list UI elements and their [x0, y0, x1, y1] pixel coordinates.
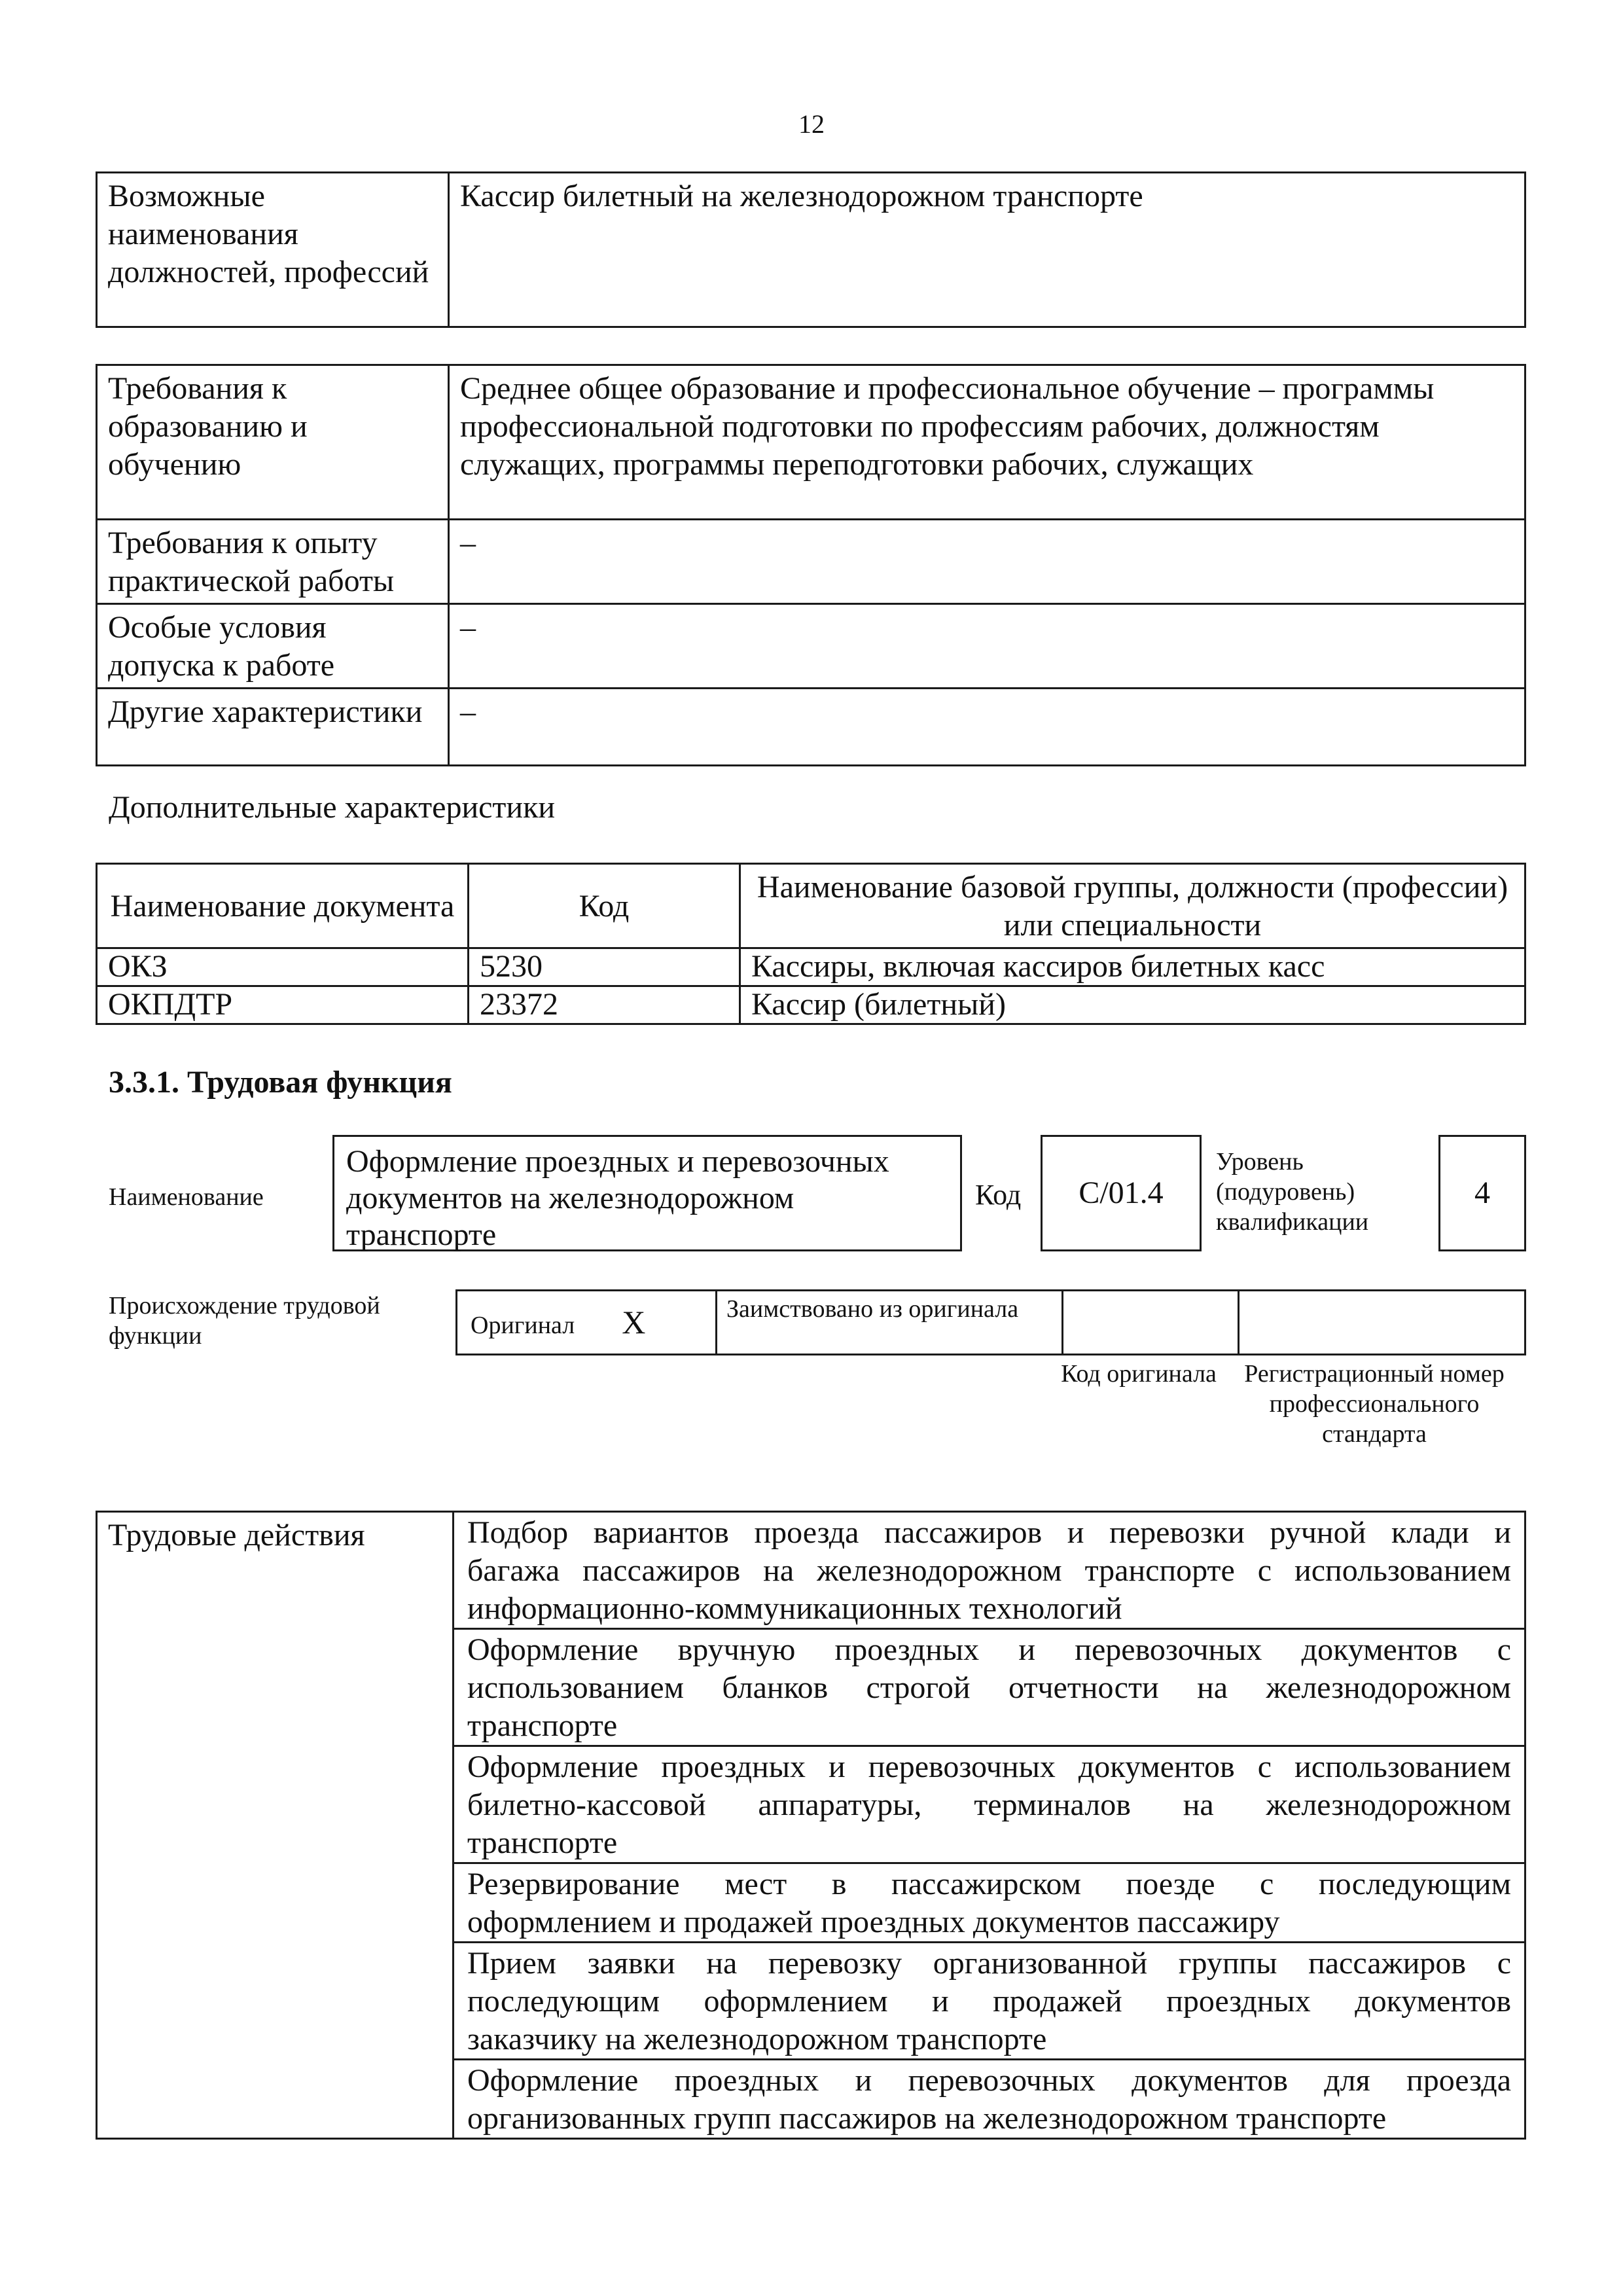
additional-row-doc: ОКЗ: [97, 948, 469, 986]
origin-table: [455, 1289, 1526, 1355]
action-item: Оформление проездных и перевозочных документов с использованием билетно-кассовой аппаратуры, терминалов на железнодорожном транспорте: [454, 1746, 1525, 1863]
action-item: Оформление проездных и перевозочных документов для проезда организованных групп пассажиров на железнодорожном транспорте: [454, 2060, 1525, 2139]
action-item: Подбор вариантов проезда пассажиров и перевозки ручной клади и багажа пассажиров на железнодорожном транспорте с использованием информационно-коммуникационных технологий: [454, 1512, 1525, 1629]
requirements-table: [96, 364, 1526, 766]
additional-header-code: Код: [469, 864, 740, 948]
origin-code-caption: Код оригинала: [1061, 1360, 1217, 1388]
origin-code-cell: [1063, 1291, 1239, 1355]
function-level-label: Уровень (подуровень) квалификации: [1216, 1148, 1369, 1236]
actions-label: Трудовые действия: [97, 1512, 454, 2139]
origin-original-mark: X: [622, 1303, 646, 1340]
positions-value: Кассир билетный на железнодорожном транспорте: [449, 173, 1525, 327]
action-item: Прием заявки на перевозку организованной группы пассажиров с последующим оформлением и продажей проездных документов заказчику на железнодорожном транспорте: [454, 1943, 1525, 2060]
function-name-label: Наименование: [109, 1183, 264, 1211]
req-other-value: –: [449, 689, 1525, 766]
additional-row-name: Кассиры, включая кассиров билетных касс: [740, 948, 1525, 986]
function-code-label: Код: [975, 1179, 1022, 1211]
additional-row-doc: ОКПДТР: [97, 986, 469, 1024]
additional-row-code: 23372: [469, 986, 740, 1024]
origin-borrowed-label: Заимствовано из оригинала: [717, 1291, 1063, 1355]
positions-label: Возможные наименования должностей, профессий: [97, 173, 449, 327]
req-other-label: Другие характеристики: [97, 689, 449, 766]
additional-table: [96, 863, 1526, 1025]
origin-reg-caption: Регистрационный номер профессионального стандарта: [1244, 1360, 1505, 1448]
origin-label: Происхождение трудовой функции: [109, 1292, 380, 1350]
additional-row-name: Кассир (билетный): [740, 986, 1525, 1024]
actions-table: [96, 1511, 1526, 2140]
req-special-value: –: [449, 604, 1525, 689]
req-education-label: Требования к образованию и обучению: [97, 365, 449, 520]
function-name-value: Оформление проездных и перевозочных документов на железнодорожном транспорте: [332, 1135, 962, 1251]
action-item: Резервирование мест в пассажирском поезде с последующим оформлением и продажей проездных документов пассажиру: [454, 1863, 1525, 1943]
page-number: 12: [798, 109, 825, 139]
function-code-value: C/01.4: [1041, 1135, 1202, 1251]
function-heading: 3.3.1. Трудовая функция: [109, 1065, 452, 1100]
additional-row-code: 5230: [469, 948, 740, 986]
req-special-label: Особые условия допуска к работе: [97, 604, 449, 689]
function-level-value: 4: [1438, 1135, 1526, 1251]
action-item: Оформление вручную проездных и перевозочных документов с использованием бланков строгой отчетности на железнодорожном транспорте: [454, 1629, 1525, 1746]
additional-header-doc: Наименование документа: [97, 864, 469, 948]
additional-title: Дополнительные характеристики: [109, 790, 556, 825]
req-education-value: Среднее общее образование и профессиональное обучение – программы профессиональной подготовки по профессиям рабочих, должностям служащих, программы переподготовки рабочих, служащих: [449, 365, 1525, 520]
req-experience-value: –: [449, 520, 1525, 604]
origin-reg-cell: [1239, 1291, 1525, 1355]
origin-original-label: Оригинал: [471, 1311, 575, 1339]
positions-table: [96, 171, 1526, 328]
additional-header-name: Наименование базовой группы, должности (профессии) или специальности: [740, 864, 1525, 948]
req-experience-label: Требования к опыту практической работы: [97, 520, 449, 604]
